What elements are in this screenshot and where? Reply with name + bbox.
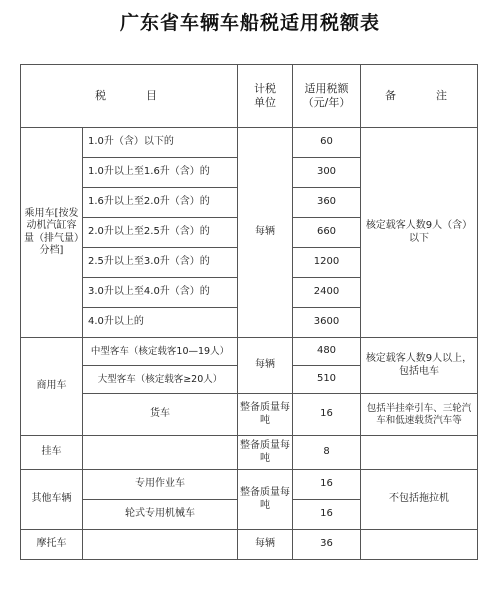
amount-cell: 8 — [293, 436, 361, 470]
header-amount — [293, 65, 361, 128]
amount-cell: 360 — [293, 188, 361, 218]
tax-item-cell: 2.5升以上至3.0升（含）的 — [83, 248, 238, 278]
unit-cell: 每辆 — [238, 338, 293, 394]
amount-cell: 3600 — [293, 308, 361, 338]
header-unit-line2: 单位 — [254, 96, 276, 109]
tax-item-cell: 货车 — [83, 394, 238, 436]
category-motorcycle: 摩托车 — [21, 530, 83, 560]
tax-item-cell: 1.6升以上至2.0升（含）的 — [83, 188, 238, 218]
unit-cell: 整备质量每吨 — [238, 436, 293, 470]
table-row — [21, 436, 478, 470]
category-trailer: 挂车 — [21, 436, 83, 470]
amount-cell: 510 — [293, 366, 361, 394]
tax-item-cell: 大型客车（核定载客≥20人） — [83, 366, 238, 394]
remark-other: 不包括拖拉机 — [361, 470, 478, 530]
page-title: 广东省车辆车船税适用税额表 — [119, 12, 380, 34]
amount-cell: 36 — [293, 530, 361, 560]
category-commercial: 商用车 — [21, 338, 83, 436]
unit-cell: 每辆 — [238, 530, 293, 560]
amount-cell: 300 — [293, 158, 361, 188]
remark-buses: 核定载客人数9人以上，包括电车 — [361, 338, 478, 394]
tax-item-cell: 4.0升以上的 — [83, 308, 238, 338]
header-remarks: 备 注 — [361, 65, 478, 128]
table-row — [21, 394, 478, 436]
tax-item-cell: 轮式专用机械车 — [83, 500, 238, 530]
table-header-row — [21, 65, 478, 128]
table-row — [21, 530, 478, 560]
tax-item-cell-empty — [83, 530, 238, 560]
remark-trailer-empty — [361, 436, 478, 470]
table-row — [21, 338, 478, 366]
amount-cell: 1200 — [293, 248, 361, 278]
amount-cell: 660 — [293, 218, 361, 248]
tax-item-cell-empty — [83, 436, 238, 470]
table-row — [21, 128, 478, 158]
amount-cell: 16 — [293, 394, 361, 436]
header-amount-line2: （元/年） — [302, 96, 351, 109]
amount-cell: 60 — [293, 128, 361, 158]
unit-cell: 整备质量每吨 — [238, 394, 293, 436]
tax-item-cell: 中型客车（核定载客10—19人） — [83, 338, 238, 366]
unit-cell: 每辆 — [238, 128, 293, 338]
header-unit — [238, 65, 293, 128]
unit-cell: 整备质量每吨 — [238, 470, 293, 530]
tax-item-cell: 2.0升以上至2.5升（含）的 — [83, 218, 238, 248]
header-unit-line1: 计税 — [254, 82, 276, 96]
remark-motorcycle-empty — [361, 530, 478, 560]
amount-cell: 16 — [293, 500, 361, 530]
tax-item-cell: 1.0升以上至1.6升（含）的 — [83, 158, 238, 188]
category-passenger: 乘用车[按发动机汽缸容量（排气量）分档] — [21, 128, 83, 338]
amount-cell: 16 — [293, 470, 361, 500]
tax-item-cell: 1.0升（含）以下的 — [83, 128, 238, 158]
remark-passenger: 核定载客人数9人（含）以下 — [361, 128, 478, 338]
table-row — [21, 470, 478, 500]
header-tax-item: 税 目 — [21, 65, 238, 128]
header-amount-line1: 适用税额 — [304, 82, 349, 96]
tax-item-cell: 3.0升以上至4.0升（含）的 — [83, 278, 238, 308]
remark-truck: 包括半挂牵引车、三轮汽车和低速载货汽车等 — [361, 394, 478, 436]
tax-rate-table — [20, 64, 478, 560]
amount-cell: 2400 — [293, 278, 361, 308]
amount-cell: 480 — [293, 338, 361, 366]
tax-item-cell: 专用作业车 — [83, 470, 238, 500]
category-other: 其他车辆 — [21, 470, 83, 530]
